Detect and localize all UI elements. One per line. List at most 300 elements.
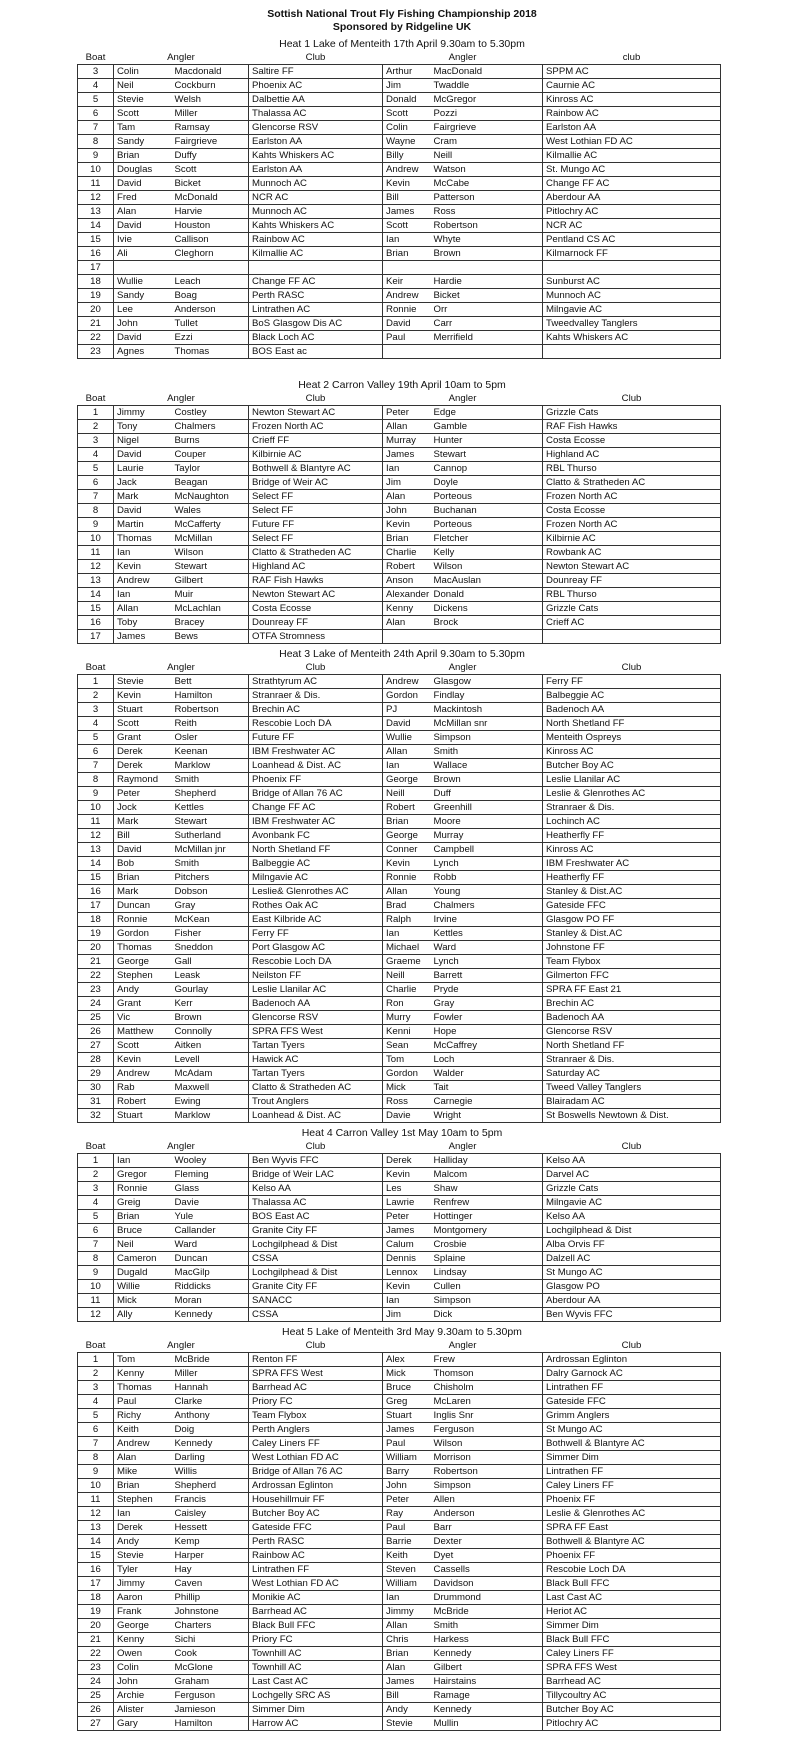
angler-last-name: Davie (172, 1196, 249, 1210)
angler-first-name: Raymond (114, 773, 172, 787)
angler-club: OTFA Stromness (249, 630, 383, 644)
angler-last-name: Maxwell (172, 1081, 249, 1095)
partner-club: Dalzell AC (543, 1252, 721, 1266)
table-row (78, 1605, 721, 1619)
partner-first-name: Greg (383, 1395, 431, 1409)
angler-club: Lintrathen FF (249, 1563, 383, 1577)
angler-club: Trout Anglers (249, 1095, 383, 1109)
angler-first-name: Agnes (114, 345, 172, 359)
club-header: club (622, 51, 641, 63)
angler-last-name: Brown (172, 1011, 249, 1025)
partner-club: Black Bull FFC (543, 1633, 721, 1647)
angler-first-name: Stuart (114, 1109, 172, 1123)
angler-last-name: McKean (172, 913, 249, 927)
partner-first-name: James (383, 1224, 431, 1238)
partner-last-name: Lynch (431, 857, 543, 871)
partner-first-name: Jim (383, 476, 431, 490)
angler-first-name: Mark (114, 885, 172, 899)
partner-last-name: Moore (431, 815, 543, 829)
angler-first-name: Greig (114, 1196, 172, 1210)
table-row (78, 997, 721, 1011)
angler-club: Munnoch AC (249, 205, 383, 219)
angler-last-name: Shepherd (172, 1479, 249, 1493)
boat-number: 6 (78, 1224, 114, 1238)
angler-first-name: Willie (114, 1280, 172, 1294)
partner-club: Barrhead AC (543, 1675, 721, 1689)
angler-last-name: Marklow (172, 759, 249, 773)
partner-first-name: Ian (383, 233, 431, 247)
partner-last-name: McCaffrey (431, 1039, 543, 1053)
partner-club: Black Bull FFC (543, 1577, 721, 1591)
partner-first-name: James (383, 1675, 431, 1689)
table-row (78, 1196, 721, 1210)
partner-last-name: Chisholm (431, 1381, 543, 1395)
partner-last-name: Dick (431, 1308, 543, 1322)
partner-first-name: Gordon (383, 689, 431, 703)
angler-club: Rescobie Loch DA (249, 955, 383, 969)
angler-club: Perth RASC (249, 289, 383, 303)
angler-last-name: Welsh (172, 93, 249, 107)
heat-title: Heat 2 Carron Valley 19th April 10am to 5pm (298, 379, 506, 391)
partner-last-name: Mackintosh (431, 703, 543, 717)
angler-club: CSSA (249, 1252, 383, 1266)
boat-number: 3 (78, 1381, 114, 1395)
partner-club: Newton Stewart AC (543, 560, 721, 574)
angler-club: Hawick AC (249, 1053, 383, 1067)
angler-last-name: Harvie (172, 205, 249, 219)
angler-first-name: Bill (114, 829, 172, 843)
partner-club: Butcher Boy AC (543, 759, 721, 773)
table-row (78, 885, 721, 899)
table-row (78, 434, 721, 448)
header-row (78, 1339, 721, 1353)
angler-first-name: Kevin (114, 560, 172, 574)
table-row (78, 630, 721, 644)
table-row (78, 1549, 721, 1563)
table-row (78, 1280, 721, 1294)
partner-club: Change FF AC (543, 177, 721, 191)
club-header: Club (305, 51, 326, 63)
partner-club: RBL Thurso (543, 588, 721, 602)
partner-last-name: Campbell (431, 843, 543, 857)
angler-last-name: Gourlay (172, 983, 249, 997)
boat-number: 18 (78, 913, 114, 927)
partner-last-name: McLaren (431, 1395, 543, 1409)
angler-last-name: Moran (172, 1294, 249, 1308)
angler-first-name: Toby (114, 616, 172, 630)
angler-club: Ben Wyvis FFC (249, 1154, 383, 1168)
heat-table (77, 51, 721, 359)
partner-first-name: Charlie (383, 546, 431, 560)
angler-first-name: Gregor (114, 1168, 172, 1182)
boat-number: 24 (78, 997, 114, 1011)
angler-club: Barrhead AC (249, 1605, 383, 1619)
angler-first-name: Sandy (114, 289, 172, 303)
angler-club: Clatto & Stratheden AC (249, 546, 383, 560)
partner-club: Lintrathen FF (543, 1465, 721, 1479)
partner-club (543, 345, 721, 359)
partner-last-name (431, 345, 543, 359)
angler-first-name: Fred (114, 191, 172, 205)
club-header: Club (621, 1140, 642, 1152)
partner-club: SPRA FF East (543, 1521, 721, 1535)
angler-last-name: Harper (172, 1549, 249, 1563)
angler-club: Change FF AC (249, 275, 383, 289)
angler-header: Angler (448, 1339, 477, 1351)
partner-first-name: Barrie (383, 1535, 431, 1549)
partner-first-name: PJ (383, 703, 431, 717)
boat-number: 10 (78, 1479, 114, 1493)
boat-number: 5 (78, 462, 114, 476)
table-row (78, 476, 721, 490)
partner-club: Dounreay FF (543, 574, 721, 588)
partner-club: SPRA FFS West (543, 1661, 721, 1675)
angler-club: Munnoch AC (249, 177, 383, 191)
partner-first-name: Stevie (383, 1717, 431, 1731)
partner-first-name (383, 345, 431, 359)
partner-first-name: Andrew (383, 675, 431, 689)
angler-last-name: Osler (172, 731, 249, 745)
angler-last-name: Smith (172, 857, 249, 871)
angler-last-name: Hannah (172, 1381, 249, 1395)
partner-club: Kilmarnock FF (543, 247, 721, 261)
partner-last-name: Wilson (431, 560, 543, 574)
partner-last-name: Greenhill (431, 801, 543, 815)
partner-last-name: Carr (431, 317, 543, 331)
boat-number: 29 (78, 1067, 114, 1081)
boat-number: 9 (78, 787, 114, 801)
angler-last-name: Wilson (172, 546, 249, 560)
angler-last-name: Bicket (172, 177, 249, 191)
partner-last-name: Davidson (431, 1577, 543, 1591)
angler-last-name: Anthony (172, 1409, 249, 1423)
partner-first-name: Ronnie (383, 303, 431, 317)
partner-last-name: Merrifield (431, 331, 543, 345)
angler-last-name: Glass (172, 1182, 249, 1196)
partner-last-name: Dexter (431, 1535, 543, 1549)
partner-first-name: Graeme (383, 955, 431, 969)
angler-last-name: Keenan (172, 745, 249, 759)
partner-last-name: Wallace (431, 759, 543, 773)
angler-club: Neilston FF (249, 969, 383, 983)
boat-number: 15 (78, 233, 114, 247)
partner-first-name: Peter (383, 1210, 431, 1224)
angler-first-name: Tony (114, 420, 172, 434)
angler-club: Crieff FF (249, 434, 383, 448)
angler-last-name: Houston (172, 219, 249, 233)
angler-club: Black Loch AC (249, 331, 383, 345)
angler-last-name: Aitken (172, 1039, 249, 1053)
partner-last-name: Montgomery (431, 1224, 543, 1238)
table-row (78, 1619, 721, 1633)
angler-last-name: Scott (172, 163, 249, 177)
partner-first-name: William (383, 1451, 431, 1465)
angler-header: Angler (167, 1339, 195, 1351)
boat-number: 3 (78, 1182, 114, 1196)
partner-last-name: Simpson (431, 1294, 543, 1308)
partner-first-name: Murry (383, 1011, 431, 1025)
partner-first-name: John (383, 504, 431, 518)
angler-club: Select FF (249, 532, 383, 546)
partner-first-name: Andrew (383, 289, 431, 303)
angler-club: Tartan Tyers (249, 1039, 383, 1053)
boat-number: 9 (78, 518, 114, 532)
partner-last-name: Robertson (431, 1465, 543, 1479)
angler-first-name: Tam (114, 121, 172, 135)
angler-last-name: Callander (172, 1224, 249, 1238)
partner-club: Simmer Dim (543, 1619, 721, 1633)
partner-last-name: Hope (431, 1025, 543, 1039)
boat-number: 11 (78, 546, 114, 560)
partner-last-name: Gamble (431, 420, 543, 434)
partner-club: Pitlochry AC (543, 205, 721, 219)
angler-first-name: Andrew (114, 574, 172, 588)
angler-club: Newton Stewart AC (249, 406, 383, 420)
heat-section (0, 648, 804, 1123)
angler-last-name: Tullet (172, 317, 249, 331)
boat-number: 21 (78, 317, 114, 331)
table-row (78, 913, 721, 927)
partner-club: Kilmallie AC (543, 149, 721, 163)
partner-last-name: Mullin (431, 1717, 543, 1731)
partner-first-name: Kevin (383, 518, 431, 532)
angler-first-name: David (114, 843, 172, 857)
table-row (78, 462, 721, 476)
boat-number: 26 (78, 1025, 114, 1039)
partner-club: Alba Orvis FF (543, 1238, 721, 1252)
angler-club: BOS East AC (249, 1210, 383, 1224)
partner-club: Blairadam AC (543, 1095, 721, 1109)
angler-first-name: Bruce (114, 1224, 172, 1238)
partner-last-name: Hardie (431, 275, 543, 289)
table-row (78, 247, 721, 261)
partner-club: Phoenix FF (543, 1549, 721, 1563)
partner-club: Grizzle Cats (543, 406, 721, 420)
partner-club: Milngavie AC (543, 303, 721, 317)
partner-last-name: Brock (431, 616, 543, 630)
partner-first-name: Allan (383, 1619, 431, 1633)
angler-first-name: Kenny (114, 1633, 172, 1647)
angler-club: Harrow AC (249, 1717, 383, 1731)
partner-first-name: Neill (383, 787, 431, 801)
angler-first-name: John (114, 1675, 172, 1689)
boat-number: 4 (78, 448, 114, 462)
angler-club: West Lothian FD AC (249, 1451, 383, 1465)
table-row (78, 1266, 721, 1280)
angler-club: Glencorse RSV (249, 121, 383, 135)
partner-last-name: Robb (431, 871, 543, 885)
partner-club: Kilbirnie AC (543, 532, 721, 546)
partner-last-name: Kennedy (431, 1703, 543, 1717)
angler-last-name: Doig (172, 1423, 249, 1437)
angler-last-name: Marklow (172, 1109, 249, 1123)
partner-club: Dalry Garnock AC (543, 1367, 721, 1381)
boat-number: 22 (78, 969, 114, 983)
partner-club: Team Flybox (543, 955, 721, 969)
partner-club (543, 261, 721, 275)
partner-first-name: Kevin (383, 857, 431, 871)
partner-club: Rescobie Loch DA (543, 1563, 721, 1577)
angler-first-name: Alan (114, 205, 172, 219)
partner-first-name: Wayne (383, 135, 431, 149)
angler-last-name: Beagan (172, 476, 249, 490)
partner-club: Stanley & Dist.AC (543, 927, 721, 941)
table-row (78, 801, 721, 815)
table-row (78, 1633, 721, 1647)
partner-last-name: Splaine (431, 1252, 543, 1266)
club-header: Club (621, 1339, 642, 1351)
angler-header: Angler (167, 661, 195, 673)
angler-last-name: Hamilton (172, 1717, 249, 1731)
partner-first-name: David (383, 317, 431, 331)
heat-section (0, 1326, 804, 1731)
partner-last-name: Morrison (431, 1451, 543, 1465)
boat-number: 4 (78, 717, 114, 731)
angler-club: West Lothian FD AC (249, 1577, 383, 1591)
partner-last-name: Buchanan (431, 504, 543, 518)
partner-first-name: Ronnie (383, 871, 431, 885)
partner-first-name: Paul (383, 331, 431, 345)
partner-first-name: John (383, 1479, 431, 1493)
angler-club: Monikie AC (249, 1591, 383, 1605)
angler-club: Granite City FF (249, 1280, 383, 1294)
angler-first-name: Brian (114, 871, 172, 885)
table-row (78, 689, 721, 703)
partner-club: Caurnie AC (543, 79, 721, 93)
angler-last-name: Reith (172, 717, 249, 731)
partner-club: Butcher Boy AC (543, 1703, 721, 1717)
table-row (78, 490, 721, 504)
partner-club: Frozen North AC (543, 518, 721, 532)
angler-first-name: Scott (114, 107, 172, 121)
angler-first-name: Alister (114, 1703, 172, 1717)
partner-last-name: Simpson (431, 1479, 543, 1493)
table-row (78, 345, 721, 359)
boat-number: 32 (78, 1109, 114, 1123)
boat-number: 12 (78, 560, 114, 574)
angler-first-name: George (114, 1619, 172, 1633)
angler-club: Clatto & Stratheden AC (249, 1081, 383, 1095)
angler-club: Kahts Whiskers AC (249, 149, 383, 163)
angler-first-name: Tom (114, 1353, 172, 1367)
boat-number: 18 (78, 275, 114, 289)
partner-first-name: Allan (383, 420, 431, 434)
boat-number: 2 (78, 689, 114, 703)
partner-first-name: Barry (383, 1465, 431, 1479)
table-row (78, 745, 721, 759)
angler-club: Butcher Boy AC (249, 1507, 383, 1521)
angler-last-name: Hamilton (172, 689, 249, 703)
angler-club: Thalassa AC (249, 107, 383, 121)
angler-last-name: Jamieson (172, 1703, 249, 1717)
table-row (78, 871, 721, 885)
document-title: Sottish National Trout Fly Fishing Championship 2018 (267, 8, 537, 20)
angler-club: Future FF (249, 731, 383, 745)
partner-last-name: Gray (431, 997, 543, 1011)
boat-number: 16 (78, 1563, 114, 1577)
angler-first-name: Ronnie (114, 913, 172, 927)
angler-club: Kilbirnie AC (249, 448, 383, 462)
table-row (78, 1521, 721, 1535)
boat-number: 27 (78, 1039, 114, 1053)
partner-last-name: Fowler (431, 1011, 543, 1025)
partner-first-name: Murray (383, 434, 431, 448)
partner-last-name: McCabe (431, 177, 543, 191)
angler-first-name: Ally (114, 1308, 172, 1322)
boat-number: 7 (78, 1437, 114, 1451)
angler-last-name: Riddicks (172, 1280, 249, 1294)
angler-first-name: Frank (114, 1605, 172, 1619)
partner-last-name: Neill (431, 149, 543, 163)
boat-number: 13 (78, 843, 114, 857)
angler-club: Saltire FF (249, 65, 383, 79)
angler-club: Port Glasgow AC (249, 941, 383, 955)
boat-number: 23 (78, 345, 114, 359)
table-row (78, 1577, 721, 1591)
partner-club: Tillycoultry AC (543, 1689, 721, 1703)
angler-club: Phoenix FF (249, 773, 383, 787)
angler-club: Select FF (249, 504, 383, 518)
table-row (78, 233, 721, 247)
partner-first-name: Keith (383, 1549, 431, 1563)
angler-first-name: Jimmy (114, 406, 172, 420)
angler-club: Dounreay FF (249, 616, 383, 630)
boat-number: 10 (78, 532, 114, 546)
angler-club: Townhill AC (249, 1661, 383, 1675)
boat-number: 17 (78, 899, 114, 913)
partner-first-name: James (383, 1423, 431, 1437)
angler-last-name: Pitchers (172, 871, 249, 885)
partner-first-name: Les (383, 1182, 431, 1196)
angler-last-name: Kennedy (172, 1437, 249, 1451)
angler-header: Angler (448, 51, 477, 63)
partner-club: Frozen North AC (543, 490, 721, 504)
angler-header: Angler (167, 392, 195, 404)
angler-last-name: Hay (172, 1563, 249, 1577)
angler-last-name: Wooley (172, 1154, 249, 1168)
partner-last-name: Barrett (431, 969, 543, 983)
boat-number: 12 (78, 1507, 114, 1521)
angler-first-name: Mick (114, 1294, 172, 1308)
angler-club: Kelso AA (249, 1182, 383, 1196)
angler-first-name: Thomas (114, 1381, 172, 1395)
partner-first-name: Kenny (383, 602, 431, 616)
partner-club: Earlston AA (543, 121, 721, 135)
partner-first-name: James (383, 448, 431, 462)
partner-first-name: Andrew (383, 163, 431, 177)
angler-club: Priory FC (249, 1633, 383, 1647)
angler-club: Granite City FF (249, 1224, 383, 1238)
partner-club: Ferry FF (543, 675, 721, 689)
angler-last-name: Cook (172, 1647, 249, 1661)
heat-section (0, 38, 804, 359)
angler-last-name: Fleming (172, 1168, 249, 1182)
angler-first-name: Kevin (114, 1053, 172, 1067)
heat-title: Heat 5 Lake of Menteith 3rd May 9.30am to 5.30pm (282, 1326, 522, 1338)
partner-last-name: Walder (431, 1067, 543, 1081)
angler-club: Earlston AA (249, 135, 383, 149)
angler-club: Househillmuir FF (249, 1493, 383, 1507)
partner-last-name: Brown (431, 247, 543, 261)
partner-last-name: Cassells (431, 1563, 543, 1577)
table-row (78, 317, 721, 331)
partner-first-name: Bill (383, 1689, 431, 1703)
partner-first-name (383, 261, 431, 275)
partner-first-name: Brian (383, 532, 431, 546)
table-row (78, 588, 721, 602)
partner-first-name: George (383, 773, 431, 787)
angler-club: Avonbank FC (249, 829, 383, 843)
